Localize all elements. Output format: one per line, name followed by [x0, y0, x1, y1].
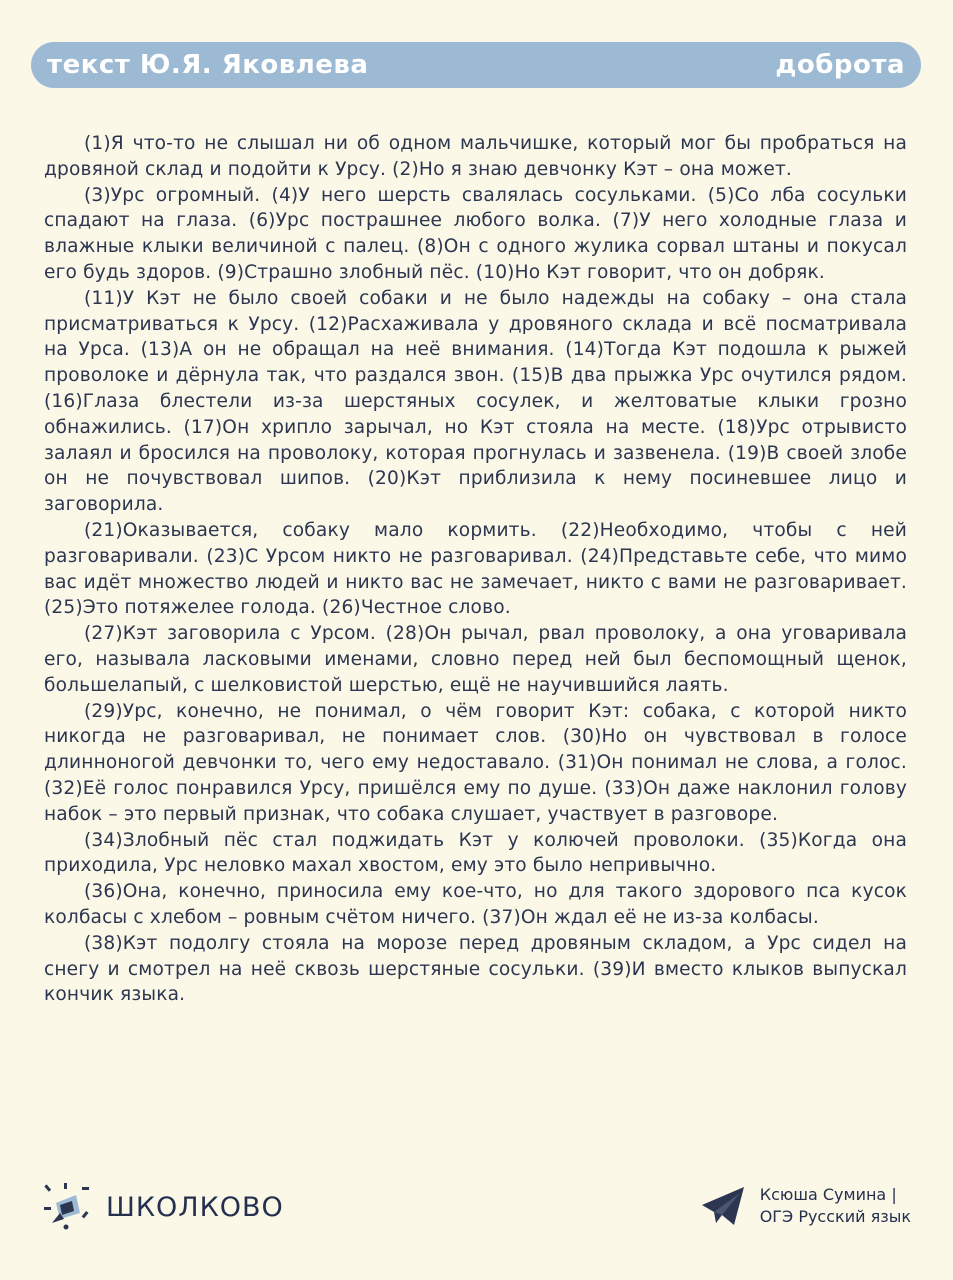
brand-name: ШКОЛКОВО [106, 1191, 284, 1223]
shkolkovo-logo-icon [42, 1183, 92, 1231]
header-source-label: текст Ю.Я. Яковлева [47, 50, 369, 80]
paragraph: (36)Она, конечно, приносила ему кое-что, но для такого здорового пса кусок колбасы с хлебом – ровным счётом ничего. (37)Он ждал её не из-за колбасы. [44, 881, 907, 928]
header-bar [31, 42, 921, 88]
paragraph: (3)Урс огромный. (4)У него шерсть свалялась сосульками. (5)Со лба сосульки спадают на глаза. (6)Урс пострашнее любого волка. (7)У него холодные глаза и влажные клыки величиной с палец. (8)Он с одного жулика сорвал штаны и покусал его будь здоров. (9)Страшно злобный пёс. (10)Но Кэт говорит, что он добряк. [44, 184, 907, 283]
paragraph: (38)Кэт подолгу стояла на морозе перед дровяным складом, а Урс сидел на снегу и смотрел на неё сквозь шерстяные сосульки. (39)И вместо клыков выпускал кончик языка. [44, 932, 907, 1006]
telegram-icon [700, 1185, 746, 1227]
paragraph: (21)Оказывается, собаку мало кормить. (22)Необходимо, чтобы с ней разговаривали. (23)С Урсом никто не разговаривал. (24)Представьте себе, что мимо вас идёт множество людей и никто вас не замечает, никто с вами не разговаривает. (25)Это потяжелее голода. (26)Честное слово. [44, 519, 907, 619]
paragraph: (34)Злобный пёс стал поджидать Кэт у колючей проволоки. (35)Когда она приходила, Урс неловко махал хвостом, ему это было непривычно. [44, 829, 907, 877]
paragraph: (27)Кэт заговорила с Урсом. (28)Он рычал, рвал проволоку, а она уговаривала его, называла ласковыми именами, словно перед ней был беспомощный щенок, большелапый, с шелковистой шерстью, ещё не научившийся лаять. [44, 623, 907, 696]
paragraph: (1)Я что-то не слышал ни об одном мальчишке, который мог бы пробраться на дровяной склад и подойти к Урсу. (2)Но я знаю девчонку Кэт – она может. [44, 133, 907, 180]
footer-author [700, 1184, 911, 1228]
author-name: Ксюша Сумина | [759, 1185, 897, 1204]
author-course: ОГЭ Русский язык [759, 1207, 911, 1226]
paragraph: (29)Урс, конечно, не понимал, о чём говорит Кэт: собака, с которой никто никогда не разговаривал, не понимает слов. (30)Но он чувствовал в голосе длинноногой девчонки то, чего ему недоставало. (31)Он понимал не слова, а голос. (32)Её голос понравился Урсу, пришёлся ему по душе. (33)Он даже наклонил голову набок – это первый признак, что собака слушает, участвует в разговоре. [44, 700, 907, 825]
paragraph: (11)У Кэт не было своей собаки и не было надежды на собаку – она стала присматриваться к Урсу. (12)Расхаживала у дровяного склада и всё посматривала на Урса. (13)А он не обращал на неё внимания. (14)Тогда Кэт подошла к рыжей проволоке и дёрнула так, что раздался звон. (15)В два прыжка Урс очутился рядом. (16)Глаза блестели из-за шерстяных сосулек, и желтоватые клыки грозно обнажились. (17)Он хрипло зарычал, но Кэт стояла на месте. (18)Урс отрывисто залаял и бросился на проволоку, которая прогнулась и зазвенела. (19)В своей злобе он не почувствовал шипов. (20)Кэт приблизила к нему посиневшее лицо и заговорила. [44, 287, 907, 516]
text-body [44, 131, 907, 1008]
footer-brand [42, 1183, 284, 1231]
header-topic-label: доброта [775, 50, 905, 80]
